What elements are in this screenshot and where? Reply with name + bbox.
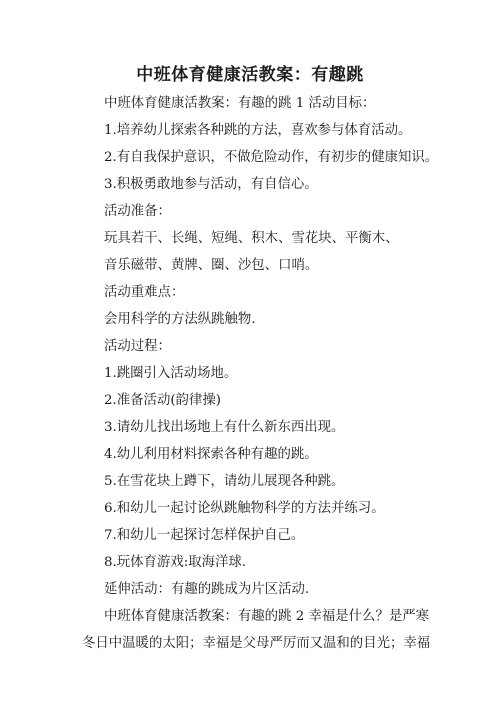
paragraph-line: 活动重难点： [104,285,185,300]
paragraph-line: 3.请幼儿找出场地上有什么新东西出现。 [104,420,345,435]
paragraph-line: 8.玩体育游戏:取海洋球. [104,555,247,570]
paragraph-line: 中班体育健康活教案：有趣的跳 2 幸福是什么？是严寒 [104,609,430,624]
paragraph-line: 6.和幼儿一起讨论纵跳触物科学的方法并练习。 [104,501,385,516]
paragraph-line: 1.培养幼儿探索各种跳的方法，喜欢参与体育活动。 [104,123,412,138]
paragraph-line: 延伸活动：有趣的跳成为片区活动. [104,582,310,597]
paragraph-line: 1.跳圈引入活动场地。 [104,366,238,381]
paragraph-line: 2.有自我保护意识，不做危险动作，有初步的健康知识。 [104,150,439,165]
paragraph-line: 会用科学的方法纵跳触物. [104,312,256,327]
paragraph-line: 2.准备活动(韵律操) [104,393,221,408]
paragraph-line: 冬日中温暖的太阳；幸福是父母严厉而又温和的目光；幸福 [82,636,431,651]
paragraph-line: 3.积极勇敢地参与活动，有自信心。 [104,177,318,192]
paragraph-line: 4.幼儿利用材料探索各种有趣的跳。 [104,447,318,462]
paragraph-line: 音乐磁带、黄牌、圈、沙包、口哨。 [104,258,319,273]
paragraph-line: 活动准备： [104,204,171,219]
paragraph-line: 活动过程： [104,339,171,354]
paragraph-line: 7.和幼儿一起探讨怎样保护自己。 [104,528,305,543]
paragraph-line: 5.在雪花块上蹲下，请幼儿展现各种跳。 [104,474,345,489]
paragraph-line: 玩具若干、长绳、短绳、积木、雪花块、平衡木、 [104,231,399,246]
paragraph-line: 中班体育健康活教案：有趣的跳 1 活动目标： [104,96,376,111]
document-title: 中班体育健康活教案：有趣跳 [136,65,364,85]
